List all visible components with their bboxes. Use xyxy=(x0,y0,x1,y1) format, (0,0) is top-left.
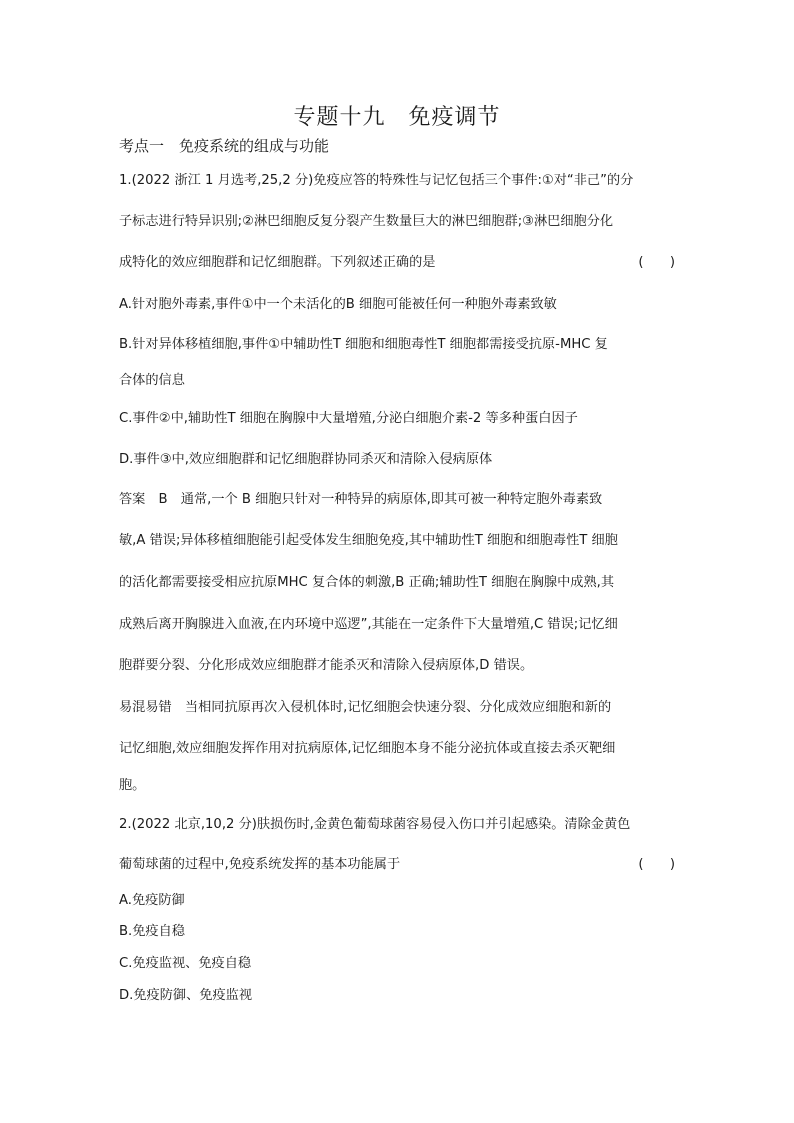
q1-stem-text: 成特化的效应细胞群和记忆细胞群。下列叙述正确的是 xyxy=(119,255,436,270)
q1-option-c: C.事件②中,辅助性T 细胞在胸腺中大量增殖,分泌白细胞介素-2 等多种蛋白因子 xyxy=(119,411,578,426)
q2-option-b: B.免疫自稳 xyxy=(119,924,185,939)
page-title: 专题十九 免疫调节 xyxy=(293,105,501,130)
q1-option-d: D.事件③中,效应细胞群和记忆细胞群协同杀灭和清除入侵病原体 xyxy=(119,452,493,467)
q2-stem-text: 葡萄球菌的过程中,免疫系统发挥的基本功能属于 xyxy=(119,857,401,872)
q1-answer-line-2: 敏,A 错误;异体移植细胞能引起受体发生细胞免疫,其中辅助性T 细胞和细胞毒性T 细胞 xyxy=(119,533,618,548)
q1-option-b-cont: 合体的信息 xyxy=(119,373,185,388)
q1-answer-line-5: 胞群要分裂、分化形成效应细胞群才能杀灭和清除入侵病原体,D 错误。 xyxy=(119,658,534,673)
q1-answer-line-4: 成熟后离开胸腺进入血液,在内环境中巡逻”,其能在一定条件下大量增殖,C 错误;记忆细 xyxy=(119,617,618,632)
q1-stem-line-3 xyxy=(119,254,675,272)
q1-option-a: A.针对胞外毒素,事件①中一个未活化的B 细胞可能被任何一种胞外毒素致敏 xyxy=(119,297,557,312)
q1-stem-line-2: 子标志进行特异识别;②淋巴细胞反复分裂产生数量巨大的淋巴细胞群;③淋巴细胞分化 xyxy=(119,214,614,229)
q1-option-b: B.针对异体移植细胞,事件①中辅助性T 细胞和细胞毒性T 细胞都需接受抗原-MHC 复 xyxy=(119,337,608,352)
q1-tip-line-1: 易混易错 当相同抗原再次入侵机体时,记忆细胞会快速分裂、分化成效应细胞和新的 xyxy=(119,700,612,715)
q2-stem-line-2 xyxy=(119,856,675,874)
q2-stem-line-1: 2.(2022 北京,10,2 分)肤损伤时,金黄色葡萄球菌容易侵入伤口并引起感染。清除金黄色 xyxy=(119,817,631,832)
q1-answer-bracket: ( ) xyxy=(638,255,675,270)
q1-stem-line-1: 1.(2022 浙江 1 月选考,25,2 分)免疫应答的特殊性与记忆包括三个事件:①对“非己”的分 xyxy=(119,173,634,188)
q2-answer-bracket: ( ) xyxy=(638,857,675,872)
q2-option-d: D.免疫防御、免疫监视 xyxy=(119,988,253,1003)
section-heading: 考点一 免疫系统的组成与功能 xyxy=(119,137,330,155)
q2-option-a: A.免疫防御 xyxy=(119,893,185,908)
q1-tip-line-2: 记忆细胞,效应细胞发挥作用对抗病原体,记忆细胞本身不能分泌抗体或直接去杀灭靶细 xyxy=(119,741,616,756)
q2-option-c: C.免疫监视、免疫自稳 xyxy=(119,956,252,971)
q1-answer-line-3: 的活化都需要接受相应抗原MHC 复合体的刺激,B 正确;辅助性T 细胞在胸腺中成熟,其 xyxy=(119,575,615,590)
q1-tip-line-3: 胞。 xyxy=(119,778,146,793)
q1-answer-line-1: 答案 B 通常,一个 B 细胞只针对一种特异的病原体,即其可被一种特定胞外毒素致 xyxy=(119,492,603,507)
